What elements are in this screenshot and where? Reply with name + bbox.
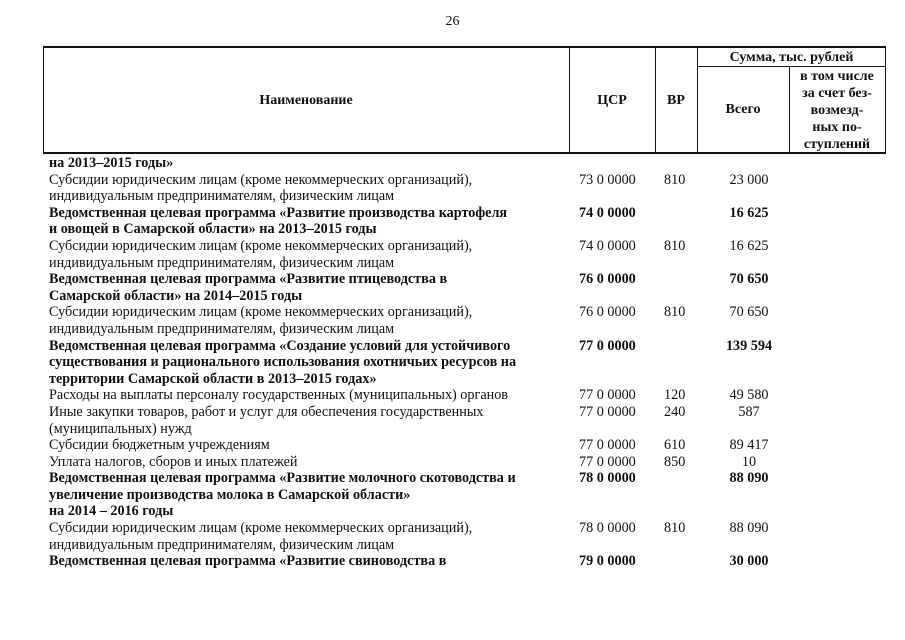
row-name-line: индивидуальным предпринимателям, физическим лицам <box>49 188 395 205</box>
row-total: 587 <box>738 403 760 420</box>
row-name <box>49 304 574 337</box>
header-sum: Сумма, тыс. рублей <box>729 50 854 65</box>
row-total: 70 650 <box>729 304 769 321</box>
row-vr: 240 <box>664 403 686 420</box>
row-csr: 79 0 0000 <box>579 553 636 570</box>
row-name-line: и овощей в Самарской области» на 2013–2015 годы <box>49 221 377 238</box>
row-name-line: увеличение производства молока в Самарской области» <box>49 486 411 503</box>
table-row <box>49 338 885 388</box>
row-name <box>49 454 574 471</box>
row-csr: 74 0 0000 <box>579 204 636 221</box>
header-incl-line: в том числе <box>800 69 874 84</box>
row-name-line: Самарской области» на 2014–2015 годы <box>49 287 303 304</box>
row-name <box>49 172 574 205</box>
header-incl-line: возмезд- <box>810 103 864 118</box>
row-total: 70 650 <box>729 271 769 288</box>
row-total: 89 417 <box>729 437 769 454</box>
row-name-line: Ведомственная целевая программа «Развитие свиноводства в <box>49 553 447 570</box>
table-row <box>49 238 885 271</box>
header-vr: ВР <box>667 93 685 108</box>
row-name <box>49 437 574 454</box>
row-name-line: Субсидии юридическим лицам (кроме некоммерческих организаций), <box>49 520 473 537</box>
row-name <box>49 338 574 388</box>
row-vr: 810 <box>664 237 686 254</box>
header-incl-line: ных по- <box>812 120 862 135</box>
header-total: Всего <box>725 102 761 117</box>
row-csr: 76 0 0000 <box>579 271 636 288</box>
row-name-line: на 2013–2015 годы» <box>49 155 174 171</box>
table-row <box>49 172 885 205</box>
header-incl-line: ступлений <box>803 137 871 152</box>
row-name-line: Субсидии юридическим лицам (кроме некоммерческих организаций), <box>49 237 473 254</box>
row-csr: 77 0 0000 <box>579 387 636 404</box>
table-row <box>49 470 885 520</box>
row-csr: 73 0 0000 <box>579 171 636 188</box>
row-name-line: Ведомственная целевая программа «Развитие производства картофеля <box>49 204 508 221</box>
table-row <box>49 404 885 437</box>
row-name-line: Субсидии юридическим лицам (кроме некоммерческих организаций), <box>49 171 473 188</box>
page-number: 26 <box>445 14 460 29</box>
table-row <box>49 553 885 570</box>
row-name <box>49 205 574 238</box>
row-name <box>49 520 574 553</box>
row-total: 30 000 <box>729 553 769 570</box>
row-vr: 610 <box>664 437 686 454</box>
row-name-line: существования и рационального использования охотничьих ресурсов на <box>49 354 517 371</box>
row-csr: 74 0 0000 <box>579 237 636 254</box>
header-csr: ЦСР <box>597 93 627 108</box>
row-name-line: индивидуальным предпринимателям, физическим лицам <box>49 536 395 553</box>
sum-split-line <box>697 66 886 67</box>
header-incl-line: за счет без- <box>802 86 872 101</box>
row-vr: 810 <box>664 304 686 321</box>
row-total: 16 625 <box>729 237 769 254</box>
table-row <box>49 205 885 238</box>
row-name <box>49 238 574 271</box>
row-vr: 810 <box>664 171 686 188</box>
table-row <box>49 437 885 454</box>
header-top-line <box>43 46 886 48</box>
table-row <box>49 304 885 337</box>
row-name <box>49 271 574 304</box>
row-name-line: Ведомственная целевая программа «Создание условий для устойчивого <box>49 337 511 354</box>
row-name <box>49 387 574 404</box>
row-vr: 120 <box>664 387 686 404</box>
row-csr: 77 0 0000 <box>579 403 636 420</box>
row-name-line: Ведомственная целевая программа «Развитие птицеводства в <box>49 271 448 288</box>
row-name-line: индивидуальным предпринимателям, физическим лицам <box>49 320 395 337</box>
row-name-line: Ведомственная целевая программа «Развитие молочного скотоводства и <box>49 470 516 487</box>
row-csr: 78 0 0000 <box>579 520 636 537</box>
table-row <box>49 387 885 404</box>
row-name-line: на 2014 – 2016 годы <box>49 503 174 520</box>
row-name <box>49 155 574 172</box>
row-total: 16 625 <box>729 204 769 221</box>
row-name <box>49 553 574 570</box>
row-name <box>49 470 574 520</box>
row-name-line: Уплата налогов, сборов и иных платежей <box>49 453 298 470</box>
row-name-line: индивидуальным предпринимателям, физическим лицам <box>49 254 395 271</box>
table-row <box>49 454 885 471</box>
row-total: 10 <box>741 453 757 470</box>
table-body <box>49 155 885 570</box>
row-name-line: Иные закупки товаров, работ и услуг для обеспечения государственных <box>49 403 484 420</box>
row-csr: 78 0 0000 <box>579 470 636 487</box>
row-name-line: территории Самарской области в 2013–2015 годах» <box>49 370 377 387</box>
table-row <box>49 271 885 304</box>
row-vr: 810 <box>664 520 686 537</box>
row-csr: 76 0 0000 <box>579 304 636 321</box>
row-csr: 77 0 0000 <box>579 453 636 470</box>
table-row <box>49 155 885 172</box>
row-csr: 77 0 0000 <box>579 337 636 354</box>
header-name: Наименование <box>259 93 353 108</box>
row-total: 23 000 <box>729 171 769 188</box>
row-name-line: Субсидии бюджетным учреждениям <box>49 437 270 454</box>
row-total: 139 594 <box>725 337 773 354</box>
row-total: 88 090 <box>729 520 769 537</box>
row-total: 49 580 <box>729 387 769 404</box>
row-name-line: Расходы на выплаты персоналу государственных (муниципальных) органов <box>49 387 508 404</box>
table-header <box>43 46 886 154</box>
row-csr: 77 0 0000 <box>579 437 636 454</box>
row-vr: 850 <box>664 453 686 470</box>
table-row <box>49 520 885 553</box>
row-name-line: (муниципальных) нужд <box>49 420 192 437</box>
row-total: 88 090 <box>729 470 769 487</box>
header-incl <box>789 68 885 153</box>
row-name-line: Субсидии юридическим лицам (кроме некоммерческих организаций), <box>49 304 473 321</box>
row-name <box>49 404 574 437</box>
header-bottom-line <box>43 152 886 154</box>
